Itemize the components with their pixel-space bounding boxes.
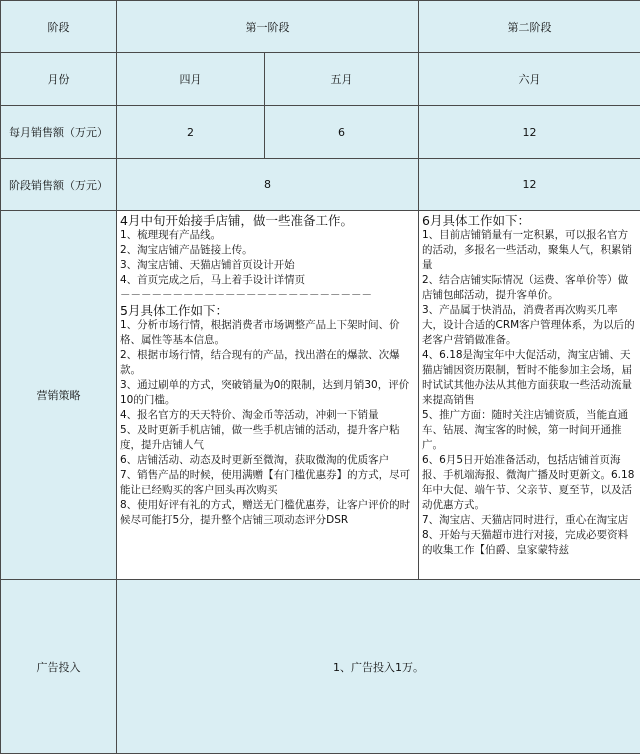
- stage1-strategy-line: 1、分析市场行情，根据消费者市场调整产品上下架时间、价格、属性等基本信息。: [120, 319, 400, 346]
- monthly-sales-may: 6: [265, 106, 419, 159]
- stage2-strategy-list: [422, 213, 637, 558]
- stage1-strategy-line: 2、根据市场行情，结合现有的产品，找出潜在的爆款、次爆款。: [120, 349, 400, 376]
- stage-sales-row: [1, 159, 640, 211]
- monthly-sales-label: 每月销售额（万元）: [1, 106, 117, 159]
- stage1-strategy-cell: [117, 211, 419, 580]
- stage2-strategy-line: 2、结合店铺实际情况（运费、客单价等）做店铺包邮活动，提升客单价。: [422, 274, 629, 301]
- stage2-sales: 12: [419, 159, 640, 211]
- stage1-strategy-line: 4、首页完成之后，马上着手设计详情页: [120, 274, 306, 286]
- monthly-sales-june: 12: [419, 106, 640, 159]
- stage2-strategy-line: 3、产品属于快消品，消费者再次购买几率大，设计合适的CRM客户管理体系，为以后的老客户营销做准备。: [422, 304, 635, 346]
- stage2-header: 第二阶段: [419, 1, 640, 53]
- stage-label: 阶段: [1, 1, 117, 53]
- stage1-strategy-line: 5、及时更新手机店铺，做一些手机店铺的活动，提升客户粘度，提升店铺人气: [120, 424, 400, 451]
- stage1-strategy-list: [120, 213, 415, 528]
- ad-row: [1, 580, 640, 754]
- month-april: 四月: [117, 53, 265, 106]
- stage1-strategy-line: 4、报名官方的天天特价、淘金币等活动，冲刺一下销量: [120, 409, 379, 421]
- stage1-strategy-line: 3、通过刷单的方式，突破销量为0的限制，达到月销30，评价10的门槛。: [120, 379, 410, 406]
- stage2-strategy-line: 1、目前店铺销量有一定积累，可以报名官方的活动，多报名一些活动，聚集人气，积累销量: [422, 229, 632, 271]
- stage1-header: 第一阶段: [117, 1, 419, 53]
- stage2-strategy-cell: [419, 211, 640, 580]
- stage1-strategy-line: 8、使用好评有礼的方式，赠送无门槛优惠券，让客户评价的时候尽可能打5分，提升整个店铺三项动态评分DSR: [120, 499, 411, 526]
- stage1-strategy-line: 1、梳理现有产品线。: [120, 229, 222, 241]
- stage2-strategy-line: 6、6月5日开始准备活动，包括店铺首页海报、手机端海报、微淘广播及时更新文。6.18年中大促、端午节、父亲节、夏至节，以及活动优惠方式。: [422, 454, 635, 511]
- stage2-strategy-line: 4、6.18是淘宝年中大促活动，淘宝店铺、天猫店铺因资历限制，暂时不能参加主会场，届时试试其他办法从其他方面获取一些活动流量来提高销售: [422, 349, 632, 406]
- month-may: 五月: [265, 53, 419, 106]
- monthly-sales-april: 2: [117, 106, 265, 159]
- stage2-strategy-line: 5、推广方面：随时关注店铺资质，当能直通车、钻展、淘宝客的时候，第一时间开通推广。: [422, 409, 629, 451]
- stage1-strategy-line: 3、淘宝店铺、天猫店铺首页设计开始: [120, 259, 295, 271]
- stage1-strategy-line: 5月具体工作如下：: [120, 303, 228, 318]
- stage1-strategy-line: －－－－－－－－－－－－－－－－－－－－－－－－: [120, 289, 372, 301]
- stage1-strategy-line: 2、淘宝店铺产品链接上传。: [120, 244, 253, 256]
- stage1-strategy-line: 7、销售产品的时候，使用满赠【有门槛优惠券】的方式，尽可能让已经购买的客户回头再次购买: [120, 469, 411, 496]
- stage2-strategy-line: 7、淘宝店、天猫店同时进行，重心在淘宝店: [422, 514, 629, 526]
- ad-label: 广告投入: [1, 580, 117, 754]
- ad-content: 1、广告投入1万。: [117, 580, 640, 754]
- stage1-sales: 8: [117, 159, 419, 211]
- stage1-strategy-line: 4月中旬开始接手店铺，做一些准备工作。: [120, 213, 353, 228]
- stage2-strategy-line: 8、开始与天猫超市进行对接，完成必要资料的收集工作【伯爵、皇家蒙特兹: [422, 529, 629, 556]
- stage1-strategy-line: 6、店铺活动、动态及时更新至微淘，获取微淘的优质客户: [120, 454, 390, 466]
- stage-row: [1, 1, 640, 53]
- stage2-strategy-line: 6月具体工作如下：: [422, 213, 530, 228]
- monthly-sales-row: [1, 106, 640, 159]
- month-row: [1, 53, 640, 106]
- month-label: 月份: [1, 53, 117, 106]
- month-june: 六月: [419, 53, 640, 106]
- strategy-label: 营销策略: [1, 211, 117, 580]
- stage-sales-label: 阶段销售额（万元）: [1, 159, 117, 211]
- strategy-row: [1, 211, 640, 580]
